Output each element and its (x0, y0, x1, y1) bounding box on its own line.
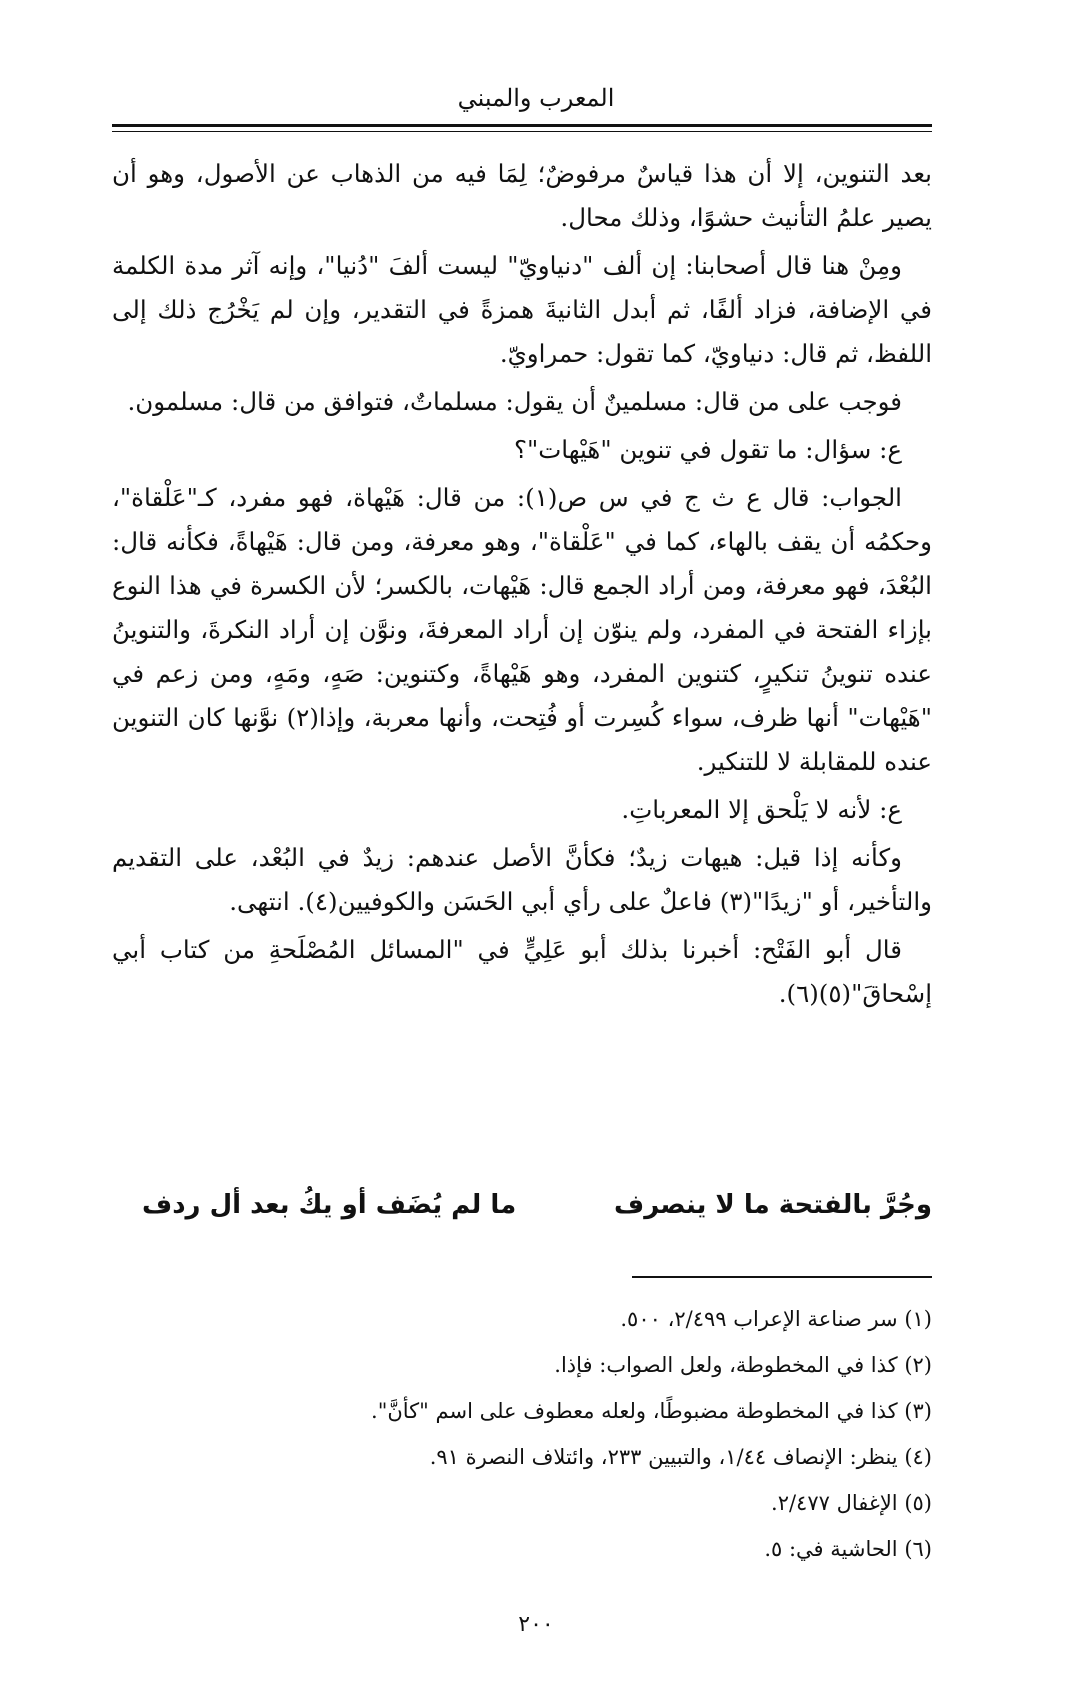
header-rule-thin (112, 131, 932, 132)
footnote-separator (632, 1276, 932, 1278)
footnotes (112, 1296, 932, 1572)
footnote: (٢) كذا في المخطوطة، ولعل الصواب: فإذا. (554, 1353, 932, 1377)
footnote: (٦) الحاشية في: ٥. (764, 1537, 932, 1561)
footnote: (٣) كذا في المخطوطة مضبوطًا، ولعله معطوف على اسم "كأنَّ". (371, 1399, 932, 1423)
header-rule-thick (112, 124, 932, 127)
footnote: (٥) الإغفال ٢/٤٧٧. (771, 1491, 932, 1515)
body-text (112, 152, 932, 1020)
running-title: المعرب والمبني (457, 84, 615, 112)
paragraph: قال أبو الفَتْح: أخبرنا بذلك أبو عَلِيٍّ في "المسائل المُصْلَحةِ من كتاب أبي إسْحاقَ"(٥)(٦). (112, 935, 932, 1008)
paragraph: ومِنْ هنا قال أصحابنا: إن ألف "دنياويّ" ليست ألفَ "دُنيا"، وإنه آثر مدة الكلمة في الإضافة، فزاد ألفًا، ثم أبدل الثانيةَ همزةً في التقدير، وإن لم يَخْرُج ذلك إلى اللفظ، ثم قال: دنياويّ، كما تقول: حمراويّ. (112, 251, 932, 368)
paragraph: الجواب: قال ع ث ج في س ص(١): من قال: هَيْهاة، فهو مفرد، كـ"عَلْقاة"، وحكمُه أن يقف بالهاء، كما في "عَلْقاة"، وهو معرفة، ومن قال: هَيْهاةً، فكأنه قال: البُعْدَ، فهو معرفة، ومن أراد الجمع قال: هَيْهات، بالكسر؛ لأن الكسرة في هذا النوع بإزاء الفتحة في المفرد، ولم ينوّن إن أراد المعرفةَ، ونوَّن إن أراد النكرةَ، والتنوينُ عنده تنوينُ تنكيرٍ، كتنوين المفرد، وهو هَيْهاةً، وكتنوين: صَهٍ، ومَهٍ، ومن زعم في "هَيْهات" أنها ظرف، سواء كُسِرت أو فُتِحت، وأنها معربة، وإذا(٢) نوَّنها كان التنوين عنده للمقابلة لا للتنكير. (112, 483, 932, 776)
verse-second-hemistich: ما لم يُضَف أو يكُ بعد أل ردف (142, 1190, 517, 1220)
paragraph: ع: لأنه لا يَلْحق إلا المعرباتِ. (621, 795, 902, 824)
footnote: (١) سر صناعة الإعراب ٢/٤٩٩، ٥٠٠. (620, 1307, 932, 1331)
paragraph: ع: سؤال: ما تقول في تنوين "هَيْهات"؟ (513, 435, 902, 464)
verse-first-hemistich: وجُرَّ بالفتحة ما لا ينصرف (614, 1190, 932, 1220)
footnote: (٤) ينظر: الإنصاف ١/٤٤، والتبيين ٢٣٣، وائتلاف النصرة ٩١. (429, 1445, 932, 1469)
page-number: ٢٠٠ (518, 1612, 554, 1637)
poetry-verse (142, 1190, 932, 1242)
paragraph: فوجب على من قال: مسلمينٌ أن يقول: مسلماتٌ، فتوافق من قال: مسلمون. (127, 387, 902, 416)
paragraph: بعد التنوين، إلا أن هذا قياسٌ مرفوضٌ؛ لِمَا فيه من الذهاب عن الأصول، وهو أن يصير علمُ التأنيث حشوًا، وذلك محال. (112, 159, 932, 232)
paragraph: وكأنه إذا قيل: هيهات زيدٌ؛ فكأنَّ الأصل عندهم: زيدٌ في البُعْد، على التقديم والتأخير، أو "زيدًا"(٣) فاعلٌ على رأي أبي الحَسَن والكوفيين(٤). انتهى. (112, 843, 932, 916)
